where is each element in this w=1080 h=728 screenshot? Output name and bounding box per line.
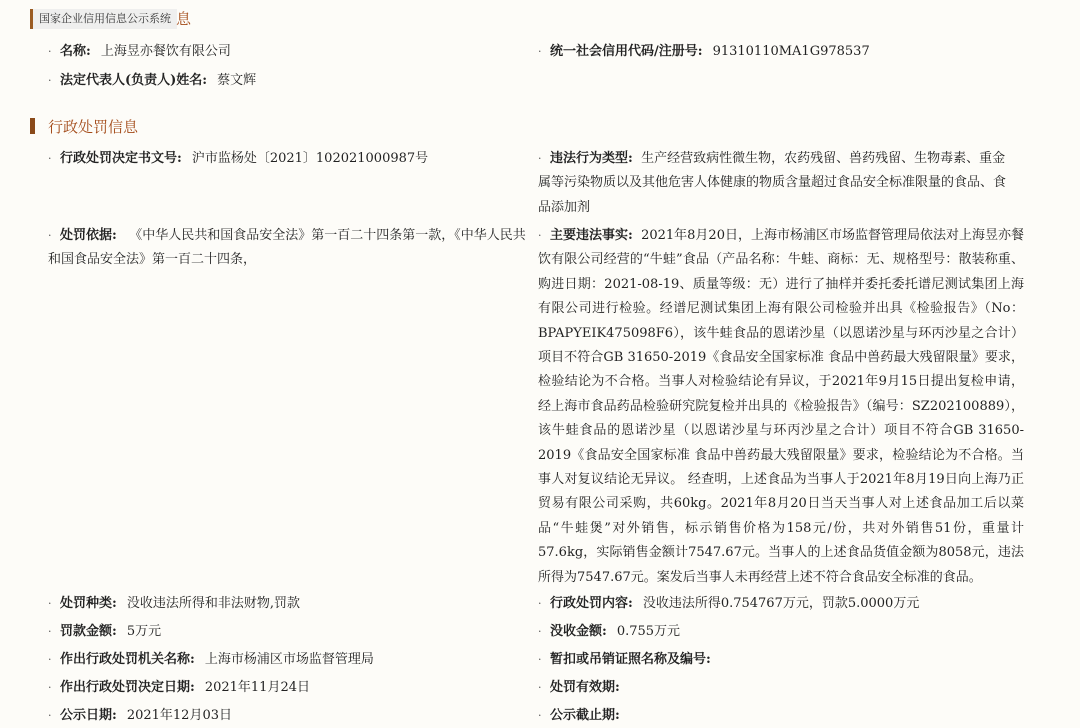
field-legal-rep — [48, 69, 256, 93]
field-basis — [48, 224, 526, 273]
bullet-icon: · — [48, 653, 52, 666]
basis-label: 处罚依据: — [60, 228, 117, 243]
violation-type-label: 违法行为类型: — [550, 151, 633, 166]
field-decision-date — [48, 676, 310, 700]
section-bar — [30, 118, 35, 134]
field-name — [48, 40, 231, 64]
fine-label: 罚款金额: — [60, 624, 117, 639]
publish-date-value: 2021年12月03日 — [126, 708, 232, 723]
kind-value: 没收违法所得和非法财物,罚款 — [126, 596, 300, 611]
credit-label: 统一社会信用代码/注册号: — [550, 44, 703, 59]
field-doc-no — [48, 147, 428, 171]
basis-value: 《中华人民共和国食品安全法》第一百二十四条第一款，《中华人民共和国食品安全法》第一百二十四条， — [48, 228, 526, 268]
field-publish-end — [538, 704, 630, 728]
field-publish-date — [48, 704, 232, 728]
field-penalty-kind — [48, 592, 300, 616]
facts-value: 2021年8月20日，上海市杨浦区市场监督管理局依法对上海昱亦餐饮有限公司经营的“牛蛙”食品（产品名称：牛蛙、商标：无、规格型号：散装称重、购进日期：2021-08-19、质量等级：无）进行了抽样并委托委托谱尼测试集团上海有限公司进行检验。经谱尼测试集团上海有限公司检验并出具《检验报告》（No：BPAPYEIK475098F6），该牛蛙食品的恩诺沙星（以恩诺沙星与环丙沙星之合计）项目不符合GB 31650-2019《食品安全国家标准 食品中兽药最大残留限量》要求，检验结论为不合格。当事人对检验结论有异议，于2021年9月15日提出复检申请，经上海市食品药品检验研究院复检并出具的《检验报告》（编号：SZ202100889），该牛蛙食品的恩诺沙星（以恩诺沙星与环丙沙星之合计）项目不符合GB 31650-2019《食品安全国家标准 食品中兽药最大残留限量》要求，检验结论为不合格。当事人对复议结论无异议。 经查明，上述食品为当事人于2021年8月19日向上海乃正贸易有限公司采购，共60kg。2021年8月20日当天当事人对上述食品加工后以菜品“牛蛙煲”对外销售，标示销售价格为158元/份，共对外销售51份，重量计57.6kg，实际销售金额计7547.67元。当事人的上述食品货值金额为8058元，违法所得为7547.67元。案发后当事人未再经营上述不符合食品安全标准的食品。 — [538, 228, 1024, 585]
decision-date-label: 作出行政处罚决定日期: — [60, 680, 195, 695]
confiscate-label: 没收金额: — [550, 624, 607, 639]
fine-value: 5万元 — [126, 624, 162, 639]
publish-end-label: 公示截止期: — [550, 708, 620, 723]
bullet-icon: · — [48, 709, 52, 722]
rep-value: 蔡文辉 — [217, 73, 257, 88]
bullet-icon: · — [48, 625, 52, 638]
content-label: 行政处罚内容: — [550, 596, 633, 611]
name-label: 名称: — [60, 44, 91, 59]
bullet-icon: · — [48, 597, 52, 610]
field-authority — [48, 648, 374, 672]
bullet-icon: · — [48, 45, 52, 58]
authority-value: 上海市杨浦区市场监督管理局 — [204, 652, 374, 667]
bullet-icon: · — [48, 681, 52, 694]
bullet-icon: · — [538, 709, 542, 722]
violation-type-value: 生产经营致病性微生物，农药残留、兽药残留、生物毒素、重金属等污染物质以及其他危害人体健康的物质含量超过食品安全标准限量的食品、食品添加剂 — [538, 151, 1007, 215]
bullet-icon: · — [538, 597, 542, 610]
validity-label: 处罚有效期: — [550, 680, 620, 695]
bullet-icon: · — [538, 229, 542, 242]
doc-no-value: 沪市监杨处〔2021〕102021000987号 — [191, 151, 429, 166]
field-credit-code — [538, 40, 870, 64]
license-label: 暂扣或吊销证照名称及编号: — [550, 652, 711, 667]
bullet-icon: · — [538, 45, 542, 58]
authority-label: 作出行政处罚机关名称: — [60, 652, 195, 667]
bullet-icon: · — [538, 653, 542, 666]
credit-value: 91310110MA1G978537 — [712, 44, 870, 59]
name-value: 上海昱亦餐饮有限公司 — [100, 44, 231, 59]
header-title-tail: 息 — [176, 10, 192, 28]
content-value: 没收违法所得0.754767万元，罚款5.0000万元 — [642, 596, 920, 611]
field-fine-amount — [48, 620, 161, 644]
field-facts — [538, 224, 1024, 590]
bullet-icon: · — [48, 74, 52, 87]
field-confiscate-amount — [538, 620, 680, 644]
confiscate-value: 0.755万元 — [616, 624, 681, 639]
field-violation-type — [538, 147, 1018, 220]
field-validity — [538, 676, 630, 700]
field-penalty-content — [538, 592, 919, 616]
field-license — [538, 648, 721, 672]
section-title — [30, 116, 138, 136]
bullet-icon: · — [538, 152, 542, 165]
facts-label: 主要违法事实: — [550, 228, 633, 243]
system-badge: 国家企业信用信息公示系统 — [30, 9, 177, 29]
bullet-icon: · — [538, 625, 542, 638]
rep-label: 法定代表人(负责人)姓名: — [60, 73, 208, 88]
publish-date-label: 公示日期: — [60, 708, 117, 723]
bullet-icon: · — [48, 152, 52, 165]
bullet-icon: · — [538, 681, 542, 694]
kind-label: 处罚种类: — [60, 596, 117, 611]
bullet-icon: · — [48, 229, 52, 242]
section-title-text: 行政处罚信息 — [48, 117, 139, 136]
doc-no-label: 行政处罚决定书文号: — [60, 151, 182, 166]
decision-date-value: 2021年11月24日 — [204, 680, 310, 695]
